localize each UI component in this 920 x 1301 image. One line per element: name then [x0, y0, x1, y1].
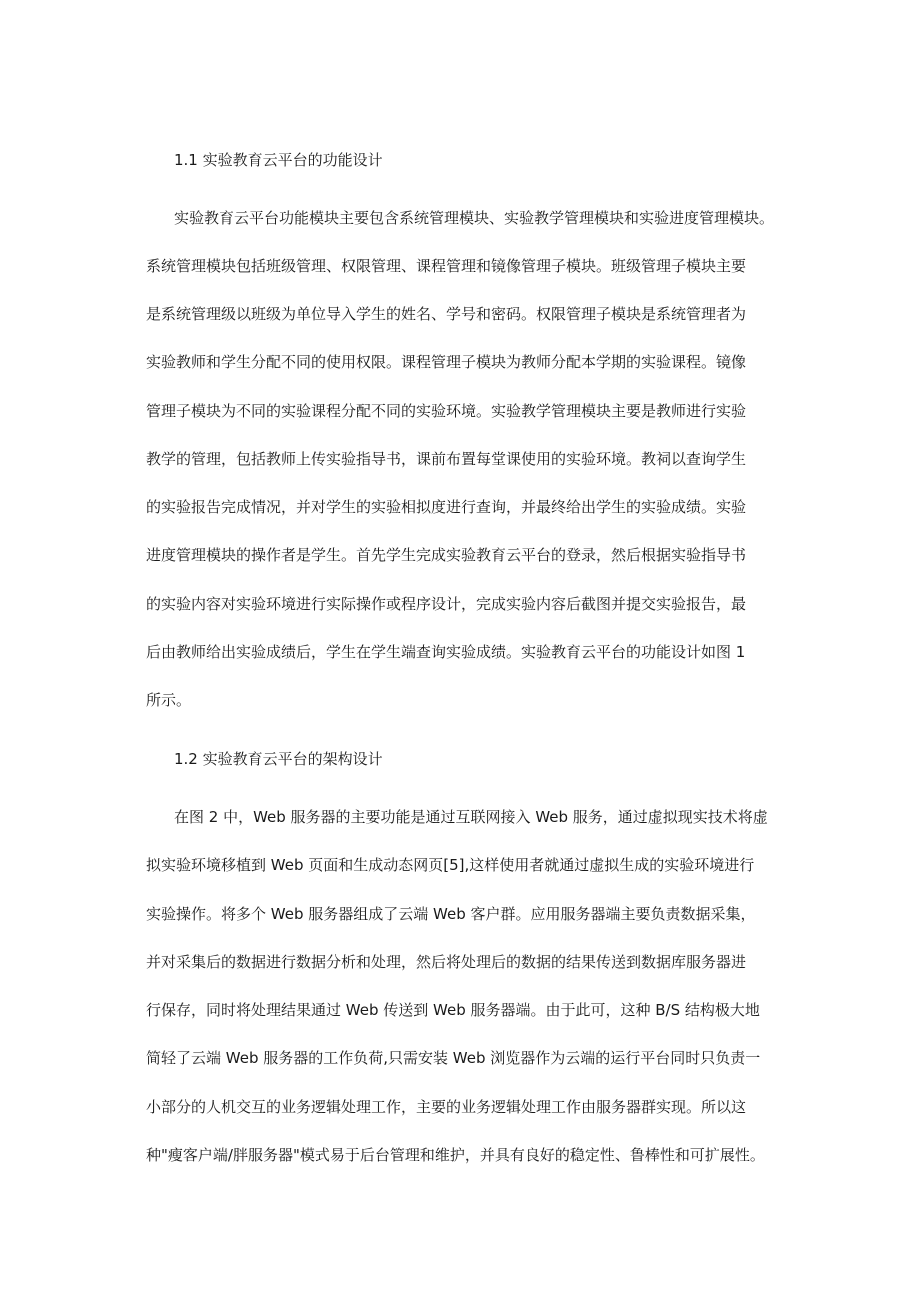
paragraph-line: 的实验报告完成情况，并对学生的实验相拟度进行查询，并最终给出学生的实验成绩。实验	[146, 498, 747, 516]
paragraph-line: 进度管理模块的操作者是学生。首先学生完成实验教育云平台的登录，然后根据实验指导书	[146, 546, 747, 564]
paragraph-line: 所示。	[146, 691, 192, 709]
paragraph-line: 是系统管理级以班级为单位导入学生的姓名、学号和密码。权限管理子模块是系统管理者为	[146, 305, 747, 323]
paragraph-line: 实验操作。将多个 Web 服务器组成了云端 Web 客户群。应用服务器端主要负责数据采集，	[146, 905, 756, 923]
section-heading-1-2: 1.2 实验教育云平台的架构设计	[174, 750, 383, 768]
section-heading-1-1: 1.1 实验教育云平台的功能设计	[174, 151, 383, 169]
paragraph-line: 种"瘦客户端/胖服务器"模式易于后台管理和维护，并具有良好的稳定性、鲁棒性和可扩展性。	[146, 1146, 765, 1164]
paragraph-line: 拟实验环境移植到 Web 页面和生成动态网页[5],这样使用者就通过虚拟生成的实验环境进行	[146, 856, 755, 874]
paragraph-line: 实验教师和学生分配不同的使用权限。课程管理子模块为教师分配本学期的实验课程。镜像	[146, 353, 747, 371]
paragraph-line: 实验教育云平台功能模块主要包含系统管理模块、实验教学管理模块和实验进度管理模块。	[174, 209, 775, 227]
paragraph-line: 简轻了云端 Web 服务器的工作负荷,只需安装 Web 浏览器作为云端的运行平台同时只负责一	[146, 1049, 761, 1067]
paragraph-line: 后由教师给出实验成绩后，学生在学生端查询实验成绩。实验教育云平台的功能设计如图 1	[146, 643, 746, 661]
paragraph-line: 教学的管理，包括教师上传实验指导书，课前布置每堂课使用的实验环境。教祠以查询学生	[146, 450, 747, 468]
paragraph-line: 在图 2 中，Web 服务器的主要功能是通过互联网接入 Web 服务，通过虚拟现实技术将虚	[174, 808, 768, 826]
paragraph-line: 的实验内容对实验环境进行实际操作或程序设计，完成实验内容后截图并提交实验报告，最	[146, 595, 747, 613]
paragraph-line: 行保存，同时将处理结果通过 Web 传送到 Web 服务器端。由于此可，这种 B/S 结构极大地	[146, 1001, 760, 1019]
paragraph-line: 管理子模块为不同的实验课程分配不同的实验环境。实验教学管理模块主要是教师进行实验	[146, 402, 747, 420]
paragraph-line: 并对采集后的数据进行数据分析和处理，然后将处理后的数据的结果传送到数据库服务器进	[146, 953, 747, 971]
paragraph-line: 小部分的人机交互的业务逻辑处理工作，主要的业务逻辑处理工作由服务器群实现。所以这	[146, 1098, 747, 1116]
paragraph-line: 系统管理模块包括班级管理、权限管理、课程管理和镜像管理子模块。班级管理子模块主要	[146, 257, 747, 275]
